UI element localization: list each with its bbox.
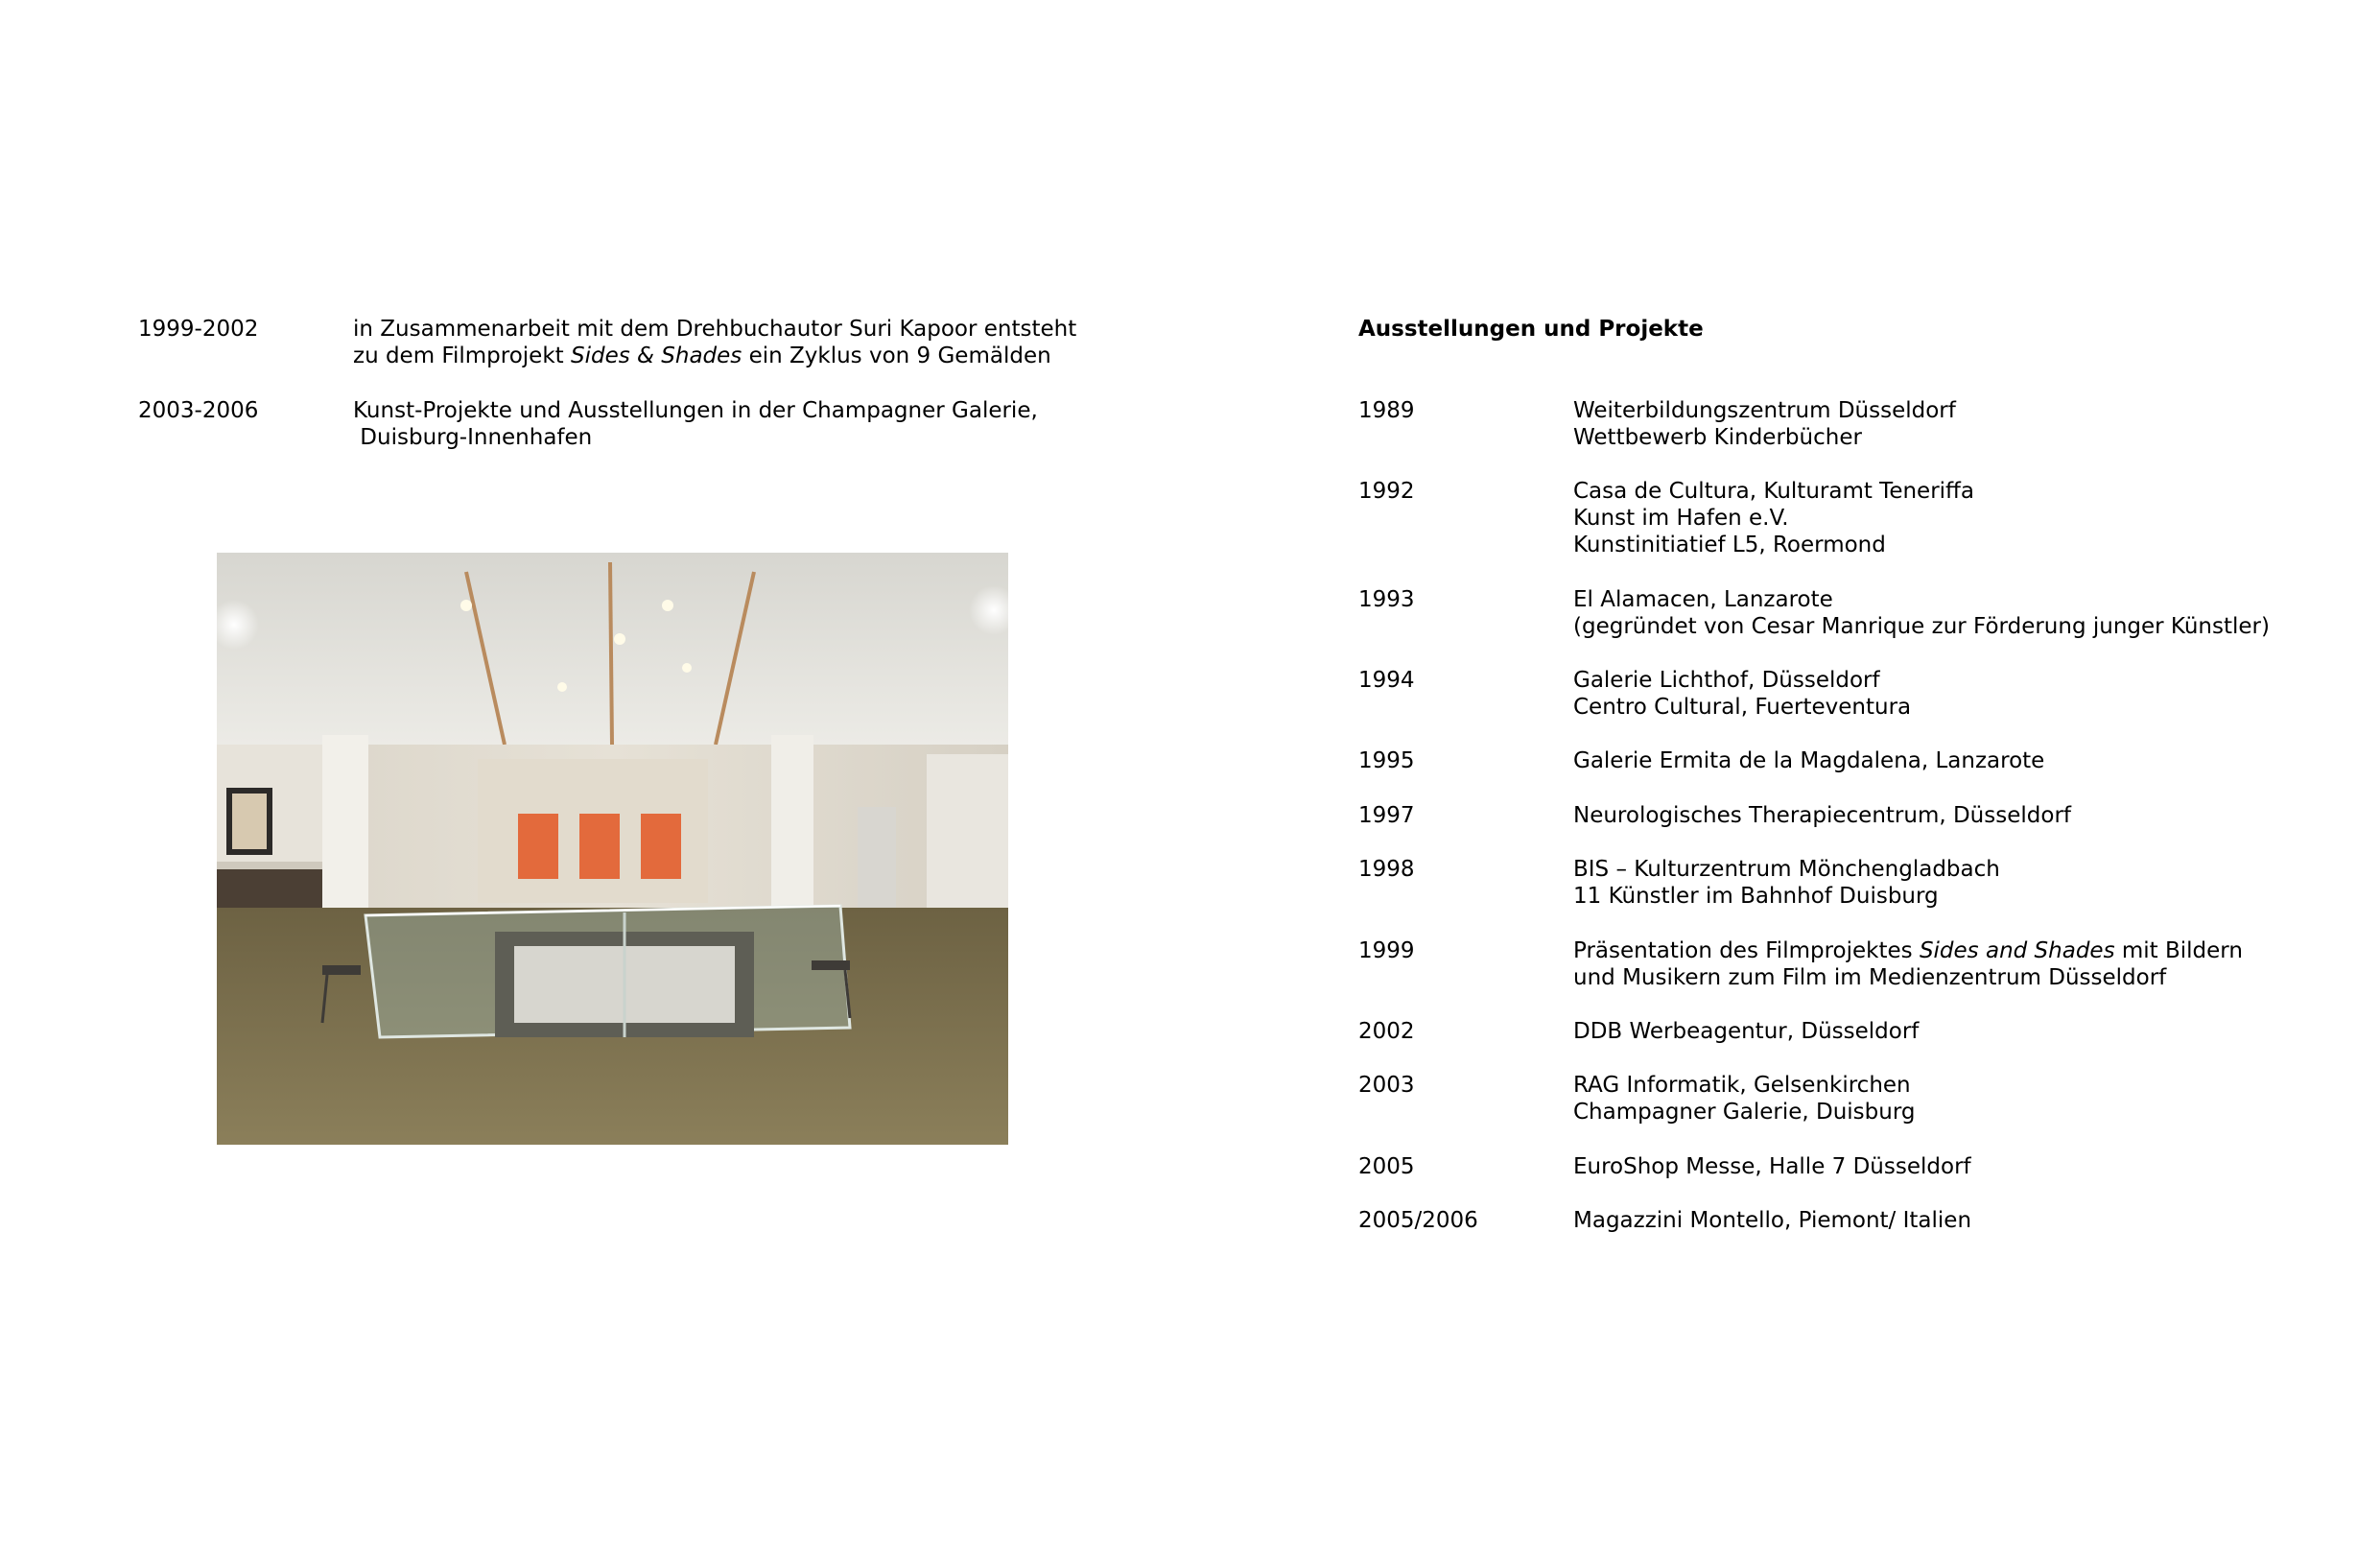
- entry-year: 2003-2006: [138, 398, 259, 423]
- entry-text: [1573, 856, 2000, 910]
- entry-line: Präsentation des Filmprojektes Sides and Shades mit Bildern: [1573, 938, 2243, 963]
- entry-text: [353, 316, 1076, 369]
- entry-line: Magazzini Montello, Piemont/ Italien: [1573, 1208, 1972, 1233]
- entry-line: El Alamacen, Lanzarote: [1573, 587, 1833, 612]
- film-title: Sides & Shades: [570, 344, 742, 368]
- entry-text: [1573, 747, 2044, 774]
- entry-year: 1992: [1358, 479, 1415, 504]
- entry-text: [353, 397, 1038, 451]
- entry-year: 1999: [1358, 938, 1415, 963]
- entry-line: RAG Informatik, Gelsenkirchen: [1573, 1073, 1911, 1098]
- entry-line: Casa de Cultura, Kulturamt Teneriffa: [1573, 479, 1974, 504]
- entry-year: 2002: [1358, 1019, 1415, 1044]
- entry-line: Wettbewerb Kinderbücher: [1573, 425, 1862, 450]
- entry-text: [1573, 802, 2071, 829]
- entry-year: 1997: [1358, 803, 1415, 828]
- entry-line: zu dem Filmprojekt Sides & Shades ein Zyklus von 9 Gemälden: [353, 344, 1051, 368]
- entry-line: Kunstinitiatief L5, Roermond: [1573, 533, 1886, 557]
- entry-text: [1573, 667, 1911, 721]
- entry-line: 11 Künstler im Bahnhof Duisburg: [1573, 884, 1939, 909]
- entry-year: 1989: [1358, 398, 1415, 423]
- entry-year: 2003: [1358, 1073, 1415, 1098]
- entry-line: Kunst-Projekte und Ausstellungen in der Champagner Galerie,: [353, 398, 1038, 423]
- entry-line: Weiterbildungszentrum Düsseldorf: [1573, 398, 1956, 423]
- section-heading: Ausstellungen und Projekte: [1358, 317, 1704, 342]
- entry-text: [1573, 397, 1956, 451]
- gallery-photo: [217, 553, 1008, 1145]
- entry-text: [1573, 1153, 1971, 1180]
- entry-year: 1999-2002: [138, 317, 259, 342]
- entry-line: Neurologisches Therapiecentrum, Düsseldorf: [1573, 803, 2071, 828]
- entry-line: und Musikern zum Film im Medienzentrum Düsseldorf: [1573, 965, 2167, 990]
- entry-line: Kunst im Hafen e.V.: [1573, 506, 1789, 531]
- entry-line: (gegründet von Cesar Manrique zur Förderung junger Künstler): [1573, 614, 2270, 639]
- entry-line: in Zusammenarbeit mit dem Drehbuchautor Suri Kapoor entsteht: [353, 317, 1077, 342]
- entry-line: Duisburg-Innenhafen: [353, 425, 593, 450]
- entry-line: EuroShop Messe, Halle 7 Düsseldorf: [1573, 1154, 1971, 1179]
- entry-text: [1573, 478, 1974, 558]
- entry-year: 2005: [1358, 1154, 1415, 1179]
- entry-line: BIS – Kulturzentrum Mönchengladbach: [1573, 857, 2000, 882]
- entry-line: Galerie Lichthof, Düsseldorf: [1573, 668, 1880, 693]
- entry-line: Galerie Ermita de la Magdalena, Lanzarote: [1573, 748, 2045, 773]
- entry-line: DDB Werbeagentur, Düsseldorf: [1573, 1019, 1920, 1044]
- entry-text: [1573, 1018, 1919, 1045]
- entry-year: 1993: [1358, 587, 1415, 612]
- entry-text: [1573, 937, 2243, 991]
- film-title: Sides and Shades: [1919, 938, 2115, 963]
- entry-line: Champagner Galerie, Duisburg: [1573, 1100, 1916, 1125]
- entry-text: [1573, 1072, 1916, 1126]
- entry-year: 1995: [1358, 748, 1415, 773]
- entry-text: [1573, 1207, 1971, 1234]
- entry-year: 1994: [1358, 668, 1415, 693]
- entry-line: Centro Cultural, Fuerteventura: [1573, 695, 1912, 720]
- entry-year: 2005/2006: [1358, 1208, 1478, 1233]
- entry-text: [1573, 586, 2270, 640]
- entry-year: 1998: [1358, 857, 1415, 882]
